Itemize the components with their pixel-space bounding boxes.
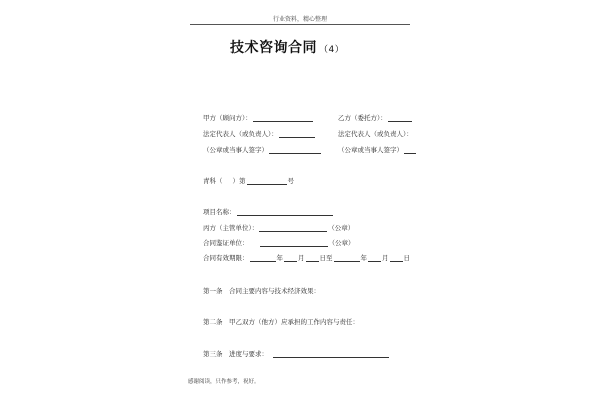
seal-b-label: （公章或当事人签字）	[338, 146, 403, 154]
end-day-unit: 日	[403, 254, 410, 262]
legal-rep-b-label: 法定代表人（或负责人）：	[338, 130, 413, 138]
article-3	[203, 349, 390, 358]
validity-label: 合同有效期限：	[203, 254, 249, 262]
party-a-field[interactable]	[253, 115, 313, 122]
start-month-unit: 月	[298, 254, 305, 262]
party-c-row	[203, 223, 354, 232]
title-number: （4）	[319, 45, 345, 55]
seal-b-field[interactable]	[404, 147, 416, 154]
seal-a-label: （公章或当事人签字）	[203, 146, 268, 154]
party-a-label: 甲方（顾问方）：	[203, 114, 252, 122]
party-b-label: 乙方（委托方）：	[338, 114, 387, 122]
project-name-field[interactable]	[237, 209, 333, 216]
legal-rep-a-field[interactable]	[279, 131, 315, 138]
start-year-field[interactable]	[250, 255, 276, 262]
end-year-field[interactable]	[334, 255, 360, 262]
start-year-unit: 年	[276, 254, 283, 262]
article-3-text: 第三条 进度与要求：	[203, 350, 268, 358]
witness-seal: （公章）	[328, 239, 355, 247]
archive-number-field[interactable]	[247, 178, 287, 185]
witness-label: 合同鉴证单位：	[203, 239, 249, 247]
party-b-row	[338, 113, 413, 122]
page-title	[230, 37, 344, 57]
archive-mid: ）第	[232, 177, 246, 185]
party-c-label: 丙方（主管单位）：	[203, 224, 259, 232]
validity-row	[203, 253, 410, 262]
party-c-field[interactable]	[259, 225, 327, 232]
article-2	[203, 317, 359, 326]
header-rule	[190, 24, 410, 25]
party-a-row	[203, 113, 314, 122]
seal-a-row	[203, 145, 322, 154]
party-c-seal: （公章）	[328, 224, 355, 232]
seal-a-field[interactable]	[269, 147, 321, 154]
end-month-field[interactable]	[368, 255, 381, 262]
project-name-row	[203, 207, 334, 216]
party-b-field[interactable]	[388, 115, 412, 122]
start-day-to: 日至	[319, 254, 333, 262]
legal-rep-a-label: 法定代表人（或负责人）：	[203, 130, 278, 138]
end-month-unit: 月	[382, 254, 389, 262]
start-month-field[interactable]	[284, 255, 297, 262]
archive-prefix: 青科（	[203, 177, 223, 185]
article-3-field[interactable]	[273, 351, 389, 358]
article-1	[203, 286, 320, 295]
article-2-text: 第二条 甲乙双方（他方）应承担的工作内容与责任：	[203, 318, 359, 326]
legal-rep-a-row	[203, 129, 316, 138]
article-1-text: 第一条 合同主要内容与技术经济效果：	[203, 287, 320, 295]
footer-text: 感谢阅读，只作参考，祝好。	[188, 379, 260, 385]
archive-number-row	[203, 176, 294, 185]
archive-suffix: 号	[287, 177, 294, 185]
witness-field[interactable]	[260, 240, 328, 247]
witness-row	[203, 238, 355, 247]
seal-b-row	[338, 145, 417, 154]
legal-rep-b-row	[338, 129, 413, 138]
title-main: 技术咨询合同	[230, 40, 317, 56]
project-name-label: 项目名称：	[203, 208, 236, 216]
start-day-field[interactable]	[306, 255, 319, 262]
end-year-unit: 年	[360, 254, 367, 262]
end-day-field[interactable]	[390, 255, 403, 262]
header-text: 行业资料，精心整理	[272, 16, 327, 23]
